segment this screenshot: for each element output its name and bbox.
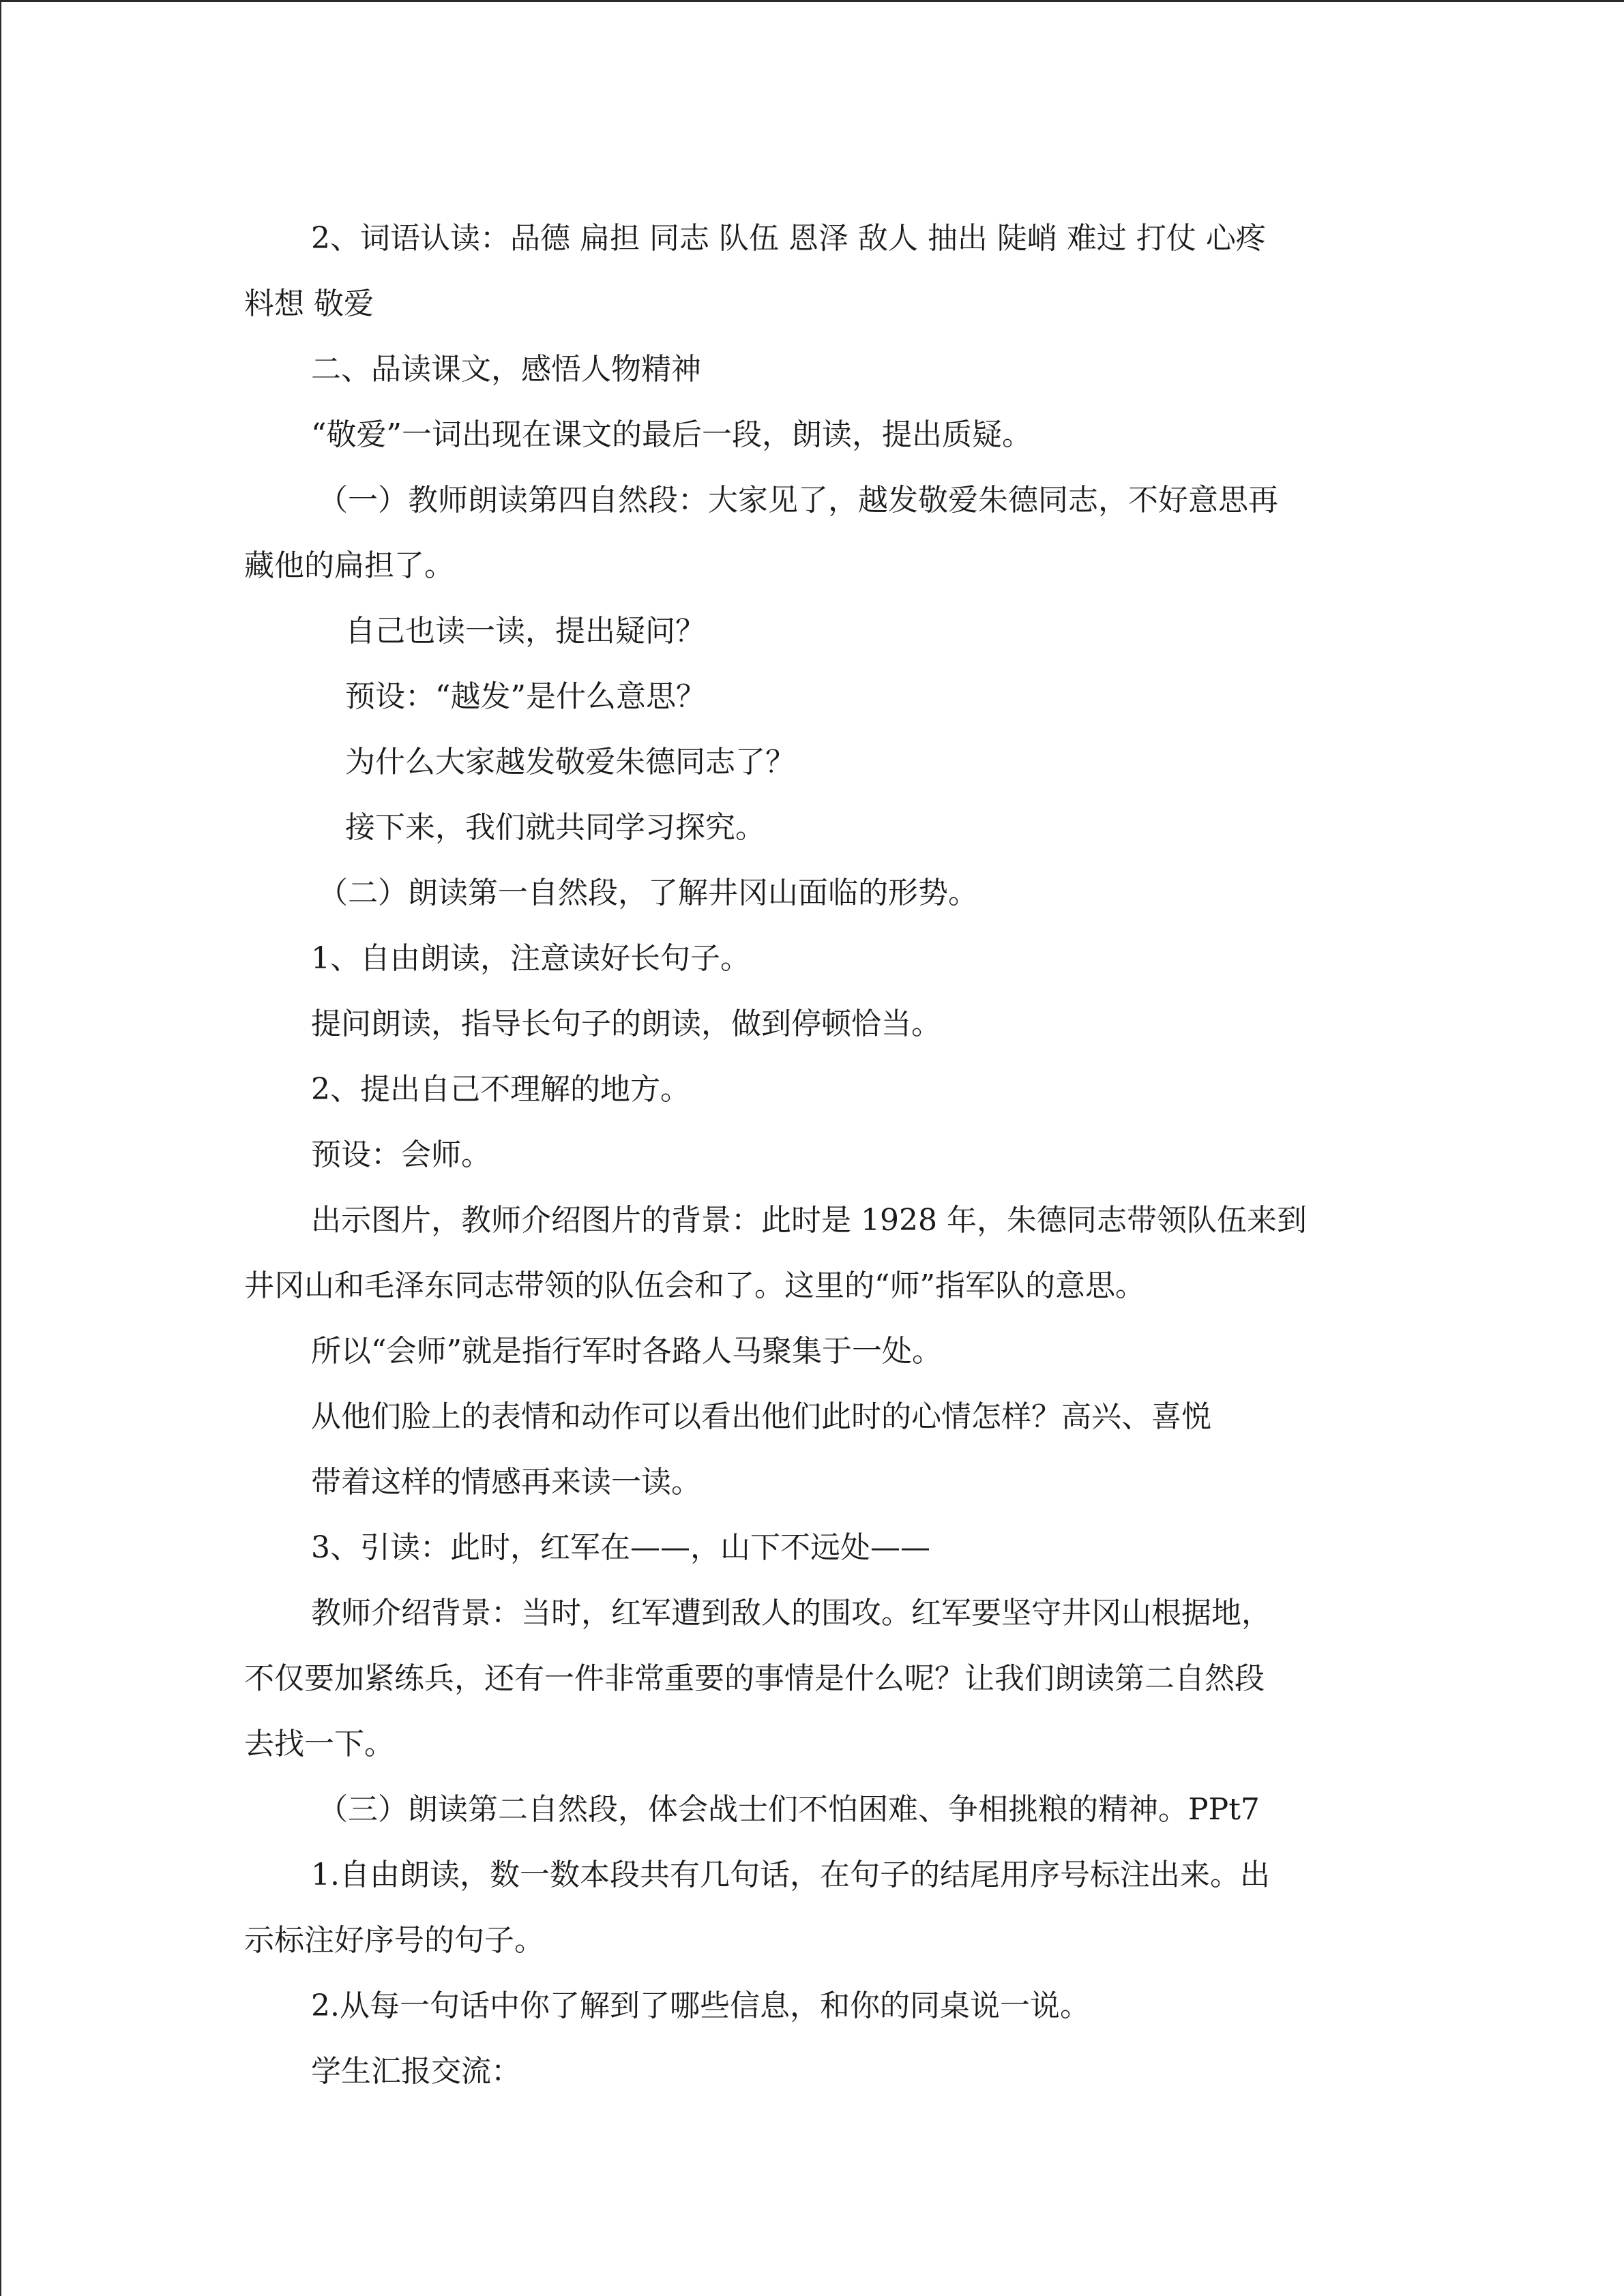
text-line: 预设：会师。 <box>311 1137 491 1172</box>
text-line: 预设：“越发”是什么意思？ <box>345 679 706 714</box>
subsection-heading: （二）朗读第一自然段，了解井冈山面临的形势。 <box>318 876 978 910</box>
subsection-heading: （一）教师朗读第四自然段：大家见了，越发敬爱朱德同志，不好意思再 <box>318 483 1278 518</box>
text-line: 料想 敬爱 <box>244 286 374 321</box>
section-heading: 二、品读课文，感悟人物精神 <box>311 352 701 387</box>
text-line: 3、引读：此时，红军在——，山下不远处—— <box>311 1530 930 1565</box>
page-left-border <box>0 0 1 2296</box>
text-line: 出示图片，教师介绍图片的背景：此时是 1928 年，朱德同志带领队伍来到 <box>311 1203 1307 1238</box>
document-page <box>244 206 1383 2104</box>
text-line: 所以“会师”就是指行军时各路人马聚集于一处。 <box>311 1334 942 1369</box>
text-line: 1.自由朗读，数一数本段共有几句话，在句子的结尾用序号标注出来。出 <box>311 1858 1270 1892</box>
text-line: 2、词语认读：品德 扁担 同志 队伍 恩泽 敌人 抽出 陡峭 难过 打仗 心疼 <box>311 221 1266 256</box>
text-line: “敬爱”一词出现在课文的最后一段，朗读，提出质疑。 <box>311 417 1032 452</box>
text-line: 示标注好序号的句子。 <box>244 1923 544 1958</box>
text-line: 2.从每一句话中你了解到了哪些信息，和你的同桌说一说。 <box>311 1988 1090 2023</box>
text-line: 自己也读一读，提出疑问？ <box>345 614 705 648</box>
text-line: 学生汇报交流： <box>311 2054 521 2089</box>
text-line: 提问朗读，指导长句子的朗读，做到停顿恰当。 <box>311 1007 941 1041</box>
text-line: 为什么大家越发敬爱朱德同志了？ <box>345 745 795 779</box>
text-line: 不仅要加紧练兵，还有一件非常重要的事情是什么呢？让我们朗读第二自然段 <box>244 1661 1265 1696</box>
page-top-border <box>0 0 1624 2</box>
text-line: 藏他的扁担了。 <box>244 548 454 583</box>
text-line: 去找一下。 <box>244 1727 394 1761</box>
text-line: 1、自由朗读，注意读好长句子。 <box>311 941 750 976</box>
text-line: 带着这样的情感再来读一读。 <box>311 1465 701 1500</box>
subsection-heading: （三）朗读第二自然段，体会战士们不怕困难、争相挑粮的精神。PPt7 <box>318 1792 1260 1827</box>
text-line: 2、提出自己不理解的地方。 <box>311 1072 690 1107</box>
text-line: 接下来，我们就共同学习探究。 <box>345 810 765 845</box>
text-line: 教师介绍背景：当时，红军遭到敌人的围攻。红军要坚守井冈山根据地， <box>311 1596 1271 1630</box>
text-line: 从他们脸上的表情和动作可以看出他们此时的心情怎样？高兴、喜悦 <box>311 1399 1211 1434</box>
text-line: 井冈山和毛泽东同志带领的队伍会和了。这里的“师”指军队的意思。 <box>244 1268 1145 1303</box>
